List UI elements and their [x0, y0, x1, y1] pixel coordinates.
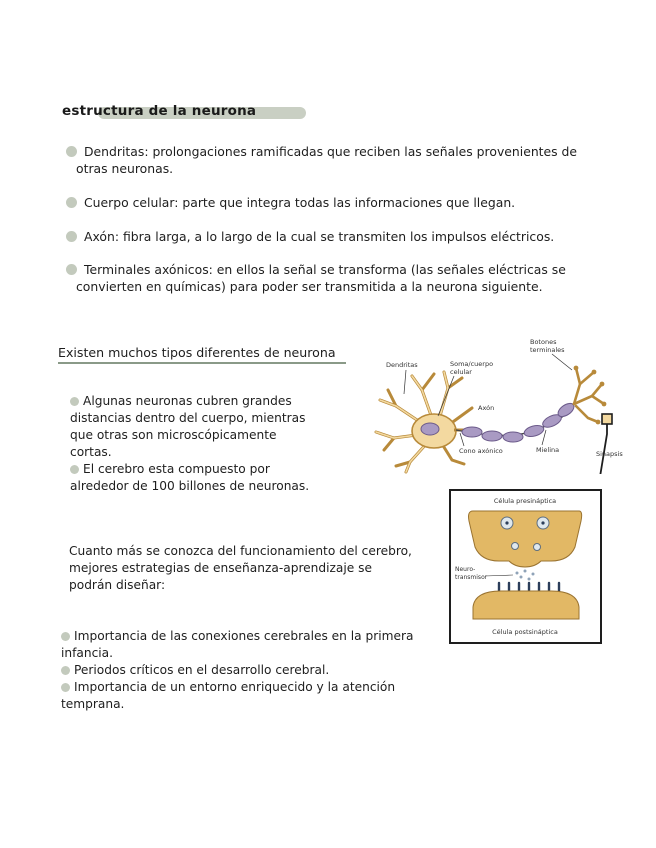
label-sinapsis: Sinapsis — [596, 450, 623, 458]
neuron-diagram — [366, 334, 628, 474]
label-soma-1: Soma/cuerpo — [450, 360, 494, 368]
bullet-dot-icon — [61, 666, 70, 675]
synapse-diagram — [451, 491, 600, 642]
list-item: El cerebro esta compuesto por — [70, 461, 309, 478]
list-item: Importancia de un entorno enriquecido y la atención — [61, 679, 414, 696]
bullet-dot-icon — [70, 397, 79, 406]
label-axon: Axón — [478, 404, 495, 412]
label-mielina: Mielina — [536, 446, 560, 454]
presynaptic-cell — [469, 511, 582, 567]
postsynaptic-cell — [473, 591, 579, 619]
label-neuro-1: Neuro- — [455, 566, 476, 573]
receptors — [499, 583, 559, 591]
bullet-dot-icon — [61, 683, 70, 692]
bullet-dot-icon — [70, 465, 79, 474]
list-item: Importancia de las conexiones cerebrales en la primera — [61, 628, 414, 645]
label-cono: Cono axónico — [459, 447, 503, 455]
label-neuro-2: transmisor — [455, 574, 488, 581]
synapse-box — [449, 489, 602, 644]
list-item: Axón: fibra larga, a lo largo de la cual se transmiten los impulsos eléctricos. — [66, 228, 606, 245]
label-postsinaptica: Célula postsináptica — [492, 628, 558, 636]
list-item: Cuerpo celular: parte que integra todas las informaciones que llegan. — [66, 194, 606, 211]
subtitle-underline — [58, 362, 346, 364]
label-botones-2: terminales — [530, 346, 565, 354]
zoom-square — [602, 414, 612, 424]
bullet-dot-icon — [66, 146, 77, 157]
label-botones-1: Botones — [530, 338, 557, 346]
importance-list: Importancia de las conexiones cerebrales en la primera infancia. Periodos críticos en el desarrollo cerebral. Importancia de un entorno enriquecido y la atención temprana. — [61, 629, 414, 711]
section-title — [62, 102, 256, 120]
label-presinaptica: Célula presináptica — [493, 497, 557, 505]
bullet-dot-icon — [61, 632, 70, 641]
bullet-dot-icon — [66, 197, 77, 208]
nucleus-shape — [421, 423, 439, 435]
title-text: estructura de la neurona — [62, 103, 257, 119]
list-item: Periodos críticos en el desarrollo cerebral. — [61, 662, 414, 679]
terminal-buttons-drawing — [574, 368, 604, 422]
label-dendritas: Dendritas — [386, 361, 418, 369]
neurotransmitter-dots — [516, 570, 535, 581]
list-item: Dendritas: prolongaciones ramificadas que reciben las señales provenientes de otras neuronas. — [66, 143, 606, 177]
bullet-dot-icon — [66, 231, 77, 242]
types-subtitle: Existen muchos tipos diferentes de neurona — [58, 345, 336, 360]
types-list: Algunas neuronas cubren grandes distancias dentro del cuerpo, mientras que otras son microscópicamente cortas. El cerebro esta compuesto por alrededor de 100 billones de neuronas. — [70, 394, 310, 493]
label-soma-2: celular — [450, 368, 472, 376]
knowledge-paragraph: Cuanto más se conozca del funcionamiento del cerebro, mejores estrategias de enseñanza-aprendizaje se podrán diseñar: — [69, 544, 412, 592]
list-item: Terminales axónicos: en ellos la señal se transforma (las señales eléctricas se convierten en químicas) para poder ser transmitida a la neurona siguiente. — [66, 261, 606, 295]
bullet-dot-icon — [66, 264, 77, 275]
list-item: Algunas neuronas cubren grandes — [70, 393, 309, 410]
